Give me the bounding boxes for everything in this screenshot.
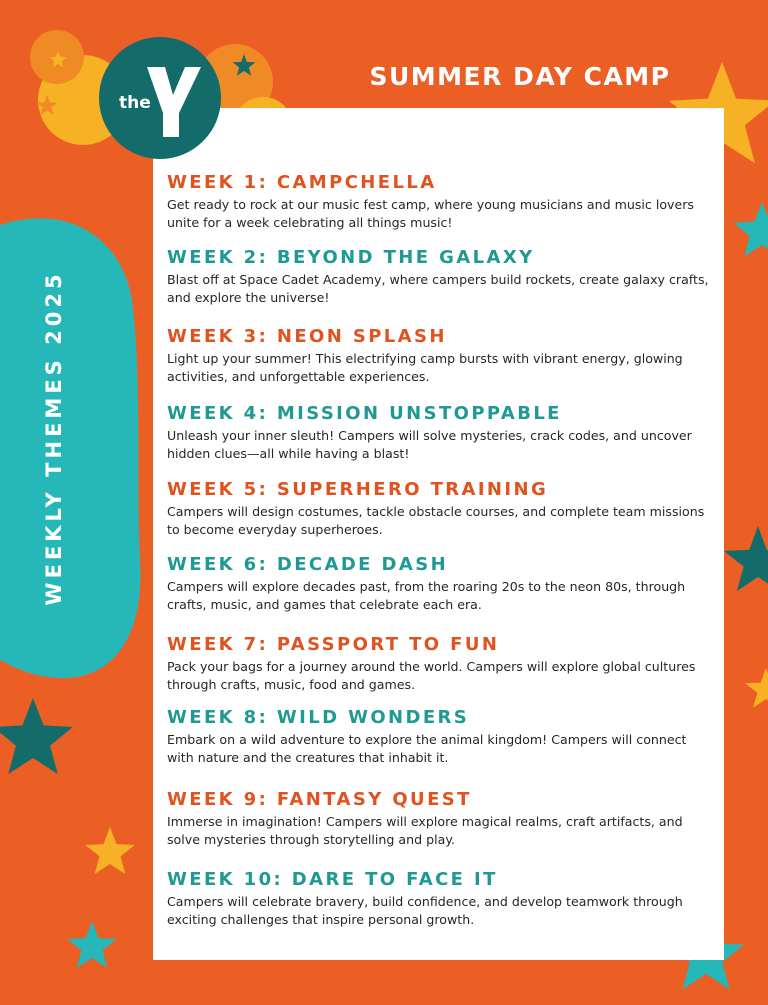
week-7-title: WEEK 7: PASSPORT TO FUN [167, 634, 500, 655]
week-2-title: WEEK 2: BEYOND THE GALAXY [167, 247, 535, 268]
week-10-entry [167, 869, 712, 929]
week-3-title: WEEK 3: NEON SPLASH [167, 326, 447, 347]
week-1-title: WEEK 1: CAMPCHELLA [167, 172, 437, 193]
week-8-description: Embark on a wild adventure to explore the animal kingdom! Campers will connect with nature and the creatures that inhabit it. [167, 732, 687, 765]
week-8-entry [167, 707, 712, 767]
dark-teal-star-left-icon [0, 698, 73, 774]
week-9-title: WEEK 9: FANTASY QUEST [167, 789, 472, 810]
week-2-description: Blast off at Space Cadet Academy, where campers build rockets, create galaxy crafts, and explore the universe! [167, 272, 709, 305]
week-10-title: WEEK 10: DARE TO FACE IT [167, 869, 498, 890]
ymca-logo [99, 37, 221, 159]
sidebar-title-text: WEEKLY THEMES 2025 [42, 270, 66, 606]
week-5-title: WEEK 5: SUPERHERO TRAINING [167, 479, 549, 500]
week-5-entry [167, 479, 712, 539]
week-6-entry [167, 554, 712, 614]
week-2-entry [167, 247, 712, 307]
page-title: SUMMER DAY CAMP [369, 62, 671, 91]
week-4-description: Unleash your inner sleuth! Campers will solve mysteries, crack codes, and uncover hidden clues—all while having a blast! [167, 428, 692, 461]
dark-teal-star-right-icon [724, 526, 768, 591]
week-3-description: Light up your summer! This electrifying camp bursts with vibrant energy, glowing activities, and unforgettable experiences. [167, 351, 683, 384]
teal-blob-shape [0, 218, 140, 678]
week-7-entry [167, 634, 712, 694]
week-1-entry [167, 172, 712, 232]
week-3-entry [167, 326, 712, 386]
week-10-description: Campers will celebrate bravery, build confidence, and develop teamwork through exciting challenges that inspire personal growth. [167, 894, 683, 927]
week-7-description: Pack your bags for a journey around the world. Campers will explore global cultures through crafts, music, food and games. [167, 659, 696, 692]
logo-the-text: the [119, 93, 151, 113]
week-6-title: WEEK 6: DECADE DASH [167, 554, 449, 575]
week-9-entry [167, 789, 712, 849]
ymca-y-logo-icon [99, 37, 221, 159]
teal-star-right-icon [734, 202, 768, 256]
week-8-title: WEEK 8: WILD WONDERS [167, 707, 470, 728]
week-6-description: Campers will explore decades past, from the roaring 20s to the neon 80s, through crafts, music, and games that celebrate each era. [167, 579, 686, 612]
yellow-star-left-icon [85, 827, 134, 874]
yellow-star-right-icon [745, 668, 768, 708]
week-9-description: Immerse in imagination! Campers will explore magical realms, craft artifacts, and solve mysteries through storytelling and play. [167, 814, 683, 847]
week-4-title: WEEK 4: MISSION UNSTOPPABLE [167, 403, 562, 424]
week-4-entry [167, 403, 712, 463]
teal-star-bottom-left-icon [67, 921, 116, 968]
week-1-description: Get ready to rock at our music fest camp, where young musicians and music lovers unite for a week celebrating all things music! [167, 197, 694, 230]
week-5-description: Campers will design costumes, tackle obstacle courses, and complete team missions to become everyday superheroes. [167, 504, 705, 537]
